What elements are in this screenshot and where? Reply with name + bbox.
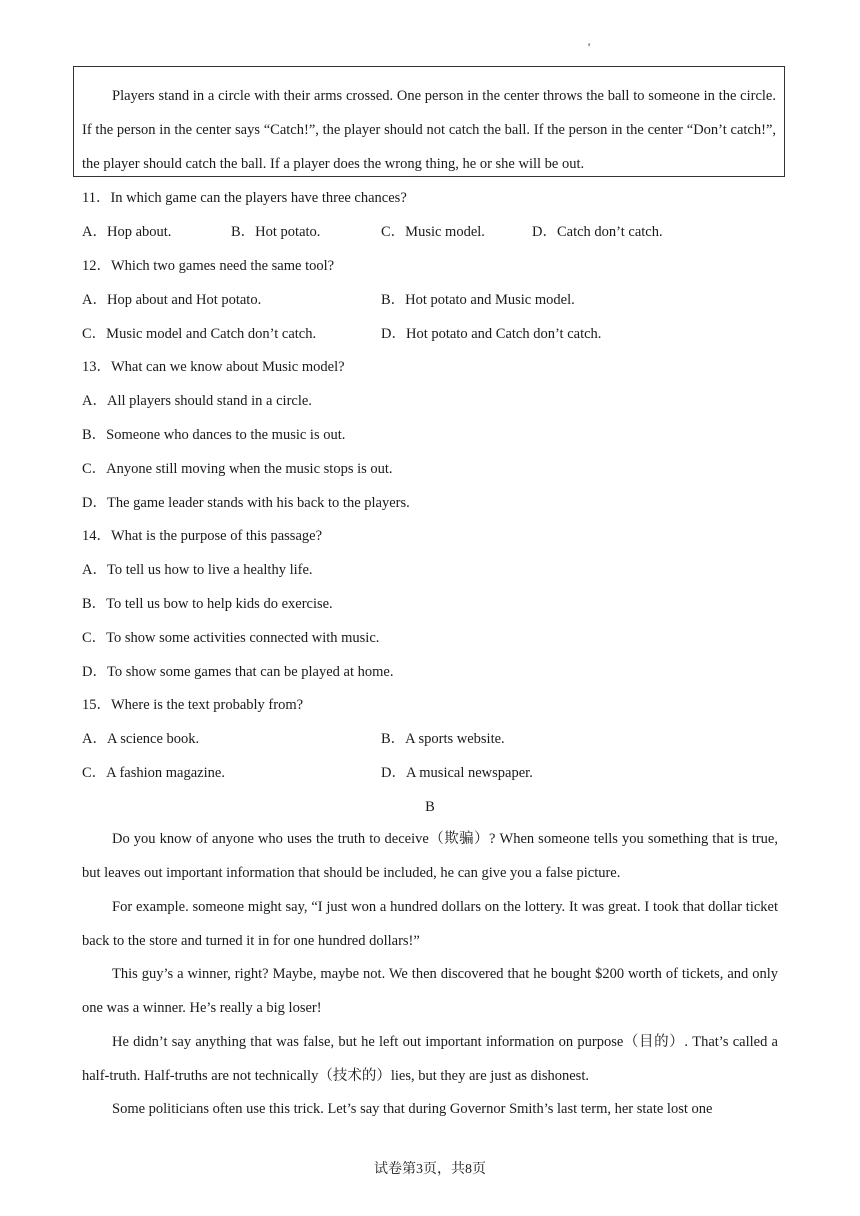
q12-option-b: B．Hot potato and Music model. xyxy=(381,292,575,308)
q12-option-a: A．Hop about and Hot potato. xyxy=(82,292,262,308)
question-12: 12．Which two games need the same tool? xyxy=(82,258,335,274)
q15-option-b: B．A sports website. xyxy=(381,731,505,747)
section-b-paragraph-4: He didn’t say anything that was false, but he left out important information on purpose（目的）. That’s called a half-truth. Half-truths are not technically（技术的）lies, but they are just as dishonest. xyxy=(82,1034,778,1084)
q13-option-a: A．All players should stand in a circle. xyxy=(82,393,312,409)
q11-option-a: A．Hop about. xyxy=(82,224,172,240)
question-11: 11．In which game can the players have three chances? xyxy=(82,190,407,206)
q11-option-b: B．Hot potato. xyxy=(231,224,321,240)
box-text: Players stand in a circle with their arms crossed. One person in the center throws the ball to someone in the circle. If the person in the center says “Catch!”, the player should not catch the ball. If the person in the center “Don’t catch!”, the player should catch the ball. If a player does the wrong thing, he or she will be out. xyxy=(82,88,776,172)
header-mark: ' xyxy=(588,40,591,54)
q12-option-d: D．Hot potato and Catch don’t catch. xyxy=(381,326,602,342)
q15-option-c: C．A fashion magazine. xyxy=(82,765,225,781)
q11-option-d: D．Catch don’t catch. xyxy=(532,224,663,240)
section-b-paragraph-3: This guy’s a winner, right? Maybe, maybe not. We then discovered that he bought $200 worth of tickets, and only one was a winner. He’s really a big loser! xyxy=(82,966,778,1016)
q15-option-d: D．A musical newspaper. xyxy=(381,765,533,781)
section-b-paragraph-1: Do you know of anyone who uses the truth to deceive（欺骗）? When someone tells you something that is true, but leaves out important information that should be included, he can give you a false picture. xyxy=(82,831,778,881)
q12-option-c: C．Music model and Catch don’t catch. xyxy=(82,326,317,342)
q14-option-d: D．To show some games that can be played at home. xyxy=(82,664,394,680)
section-b-paragraph-2: For example. someone might say, “I just won a hundred dollars on the lottery. It was great. I took that dollar ticket back to the store and turned it in for one hundred dollars!” xyxy=(82,899,778,949)
q13-option-c: C．Anyone still moving when the music stops is out. xyxy=(82,461,393,477)
q13-option-b: B．Someone who dances to the music is out. xyxy=(82,427,346,443)
section-b-paragraph-5: Some politicians often use this trick. Let’s say that during Governor Smith’s last term, her state lost one xyxy=(112,1101,713,1117)
question-15: 15．Where is the text probably from? xyxy=(82,697,304,713)
q14-option-a: A．To tell us how to live a healthy life. xyxy=(82,562,313,578)
question-14: 14．What is the purpose of this passage? xyxy=(82,528,323,544)
q13-option-d: D．The game leader stands with his back to the players. xyxy=(82,495,410,511)
question-13: 13．What can we know about Music model? xyxy=(82,359,345,375)
q11-option-c: C．Music model. xyxy=(381,224,485,240)
section-b-heading: B xyxy=(425,799,435,815)
q14-option-c: C．To show some activities connected with music. xyxy=(82,630,380,646)
passage-box xyxy=(73,66,785,177)
q15-option-a: A．A science book. xyxy=(82,731,200,747)
q14-option-b: B．To tell us bow to help kids do exercise. xyxy=(82,596,333,612)
page-footer: 试卷第3页，共8页 xyxy=(374,1162,486,1177)
